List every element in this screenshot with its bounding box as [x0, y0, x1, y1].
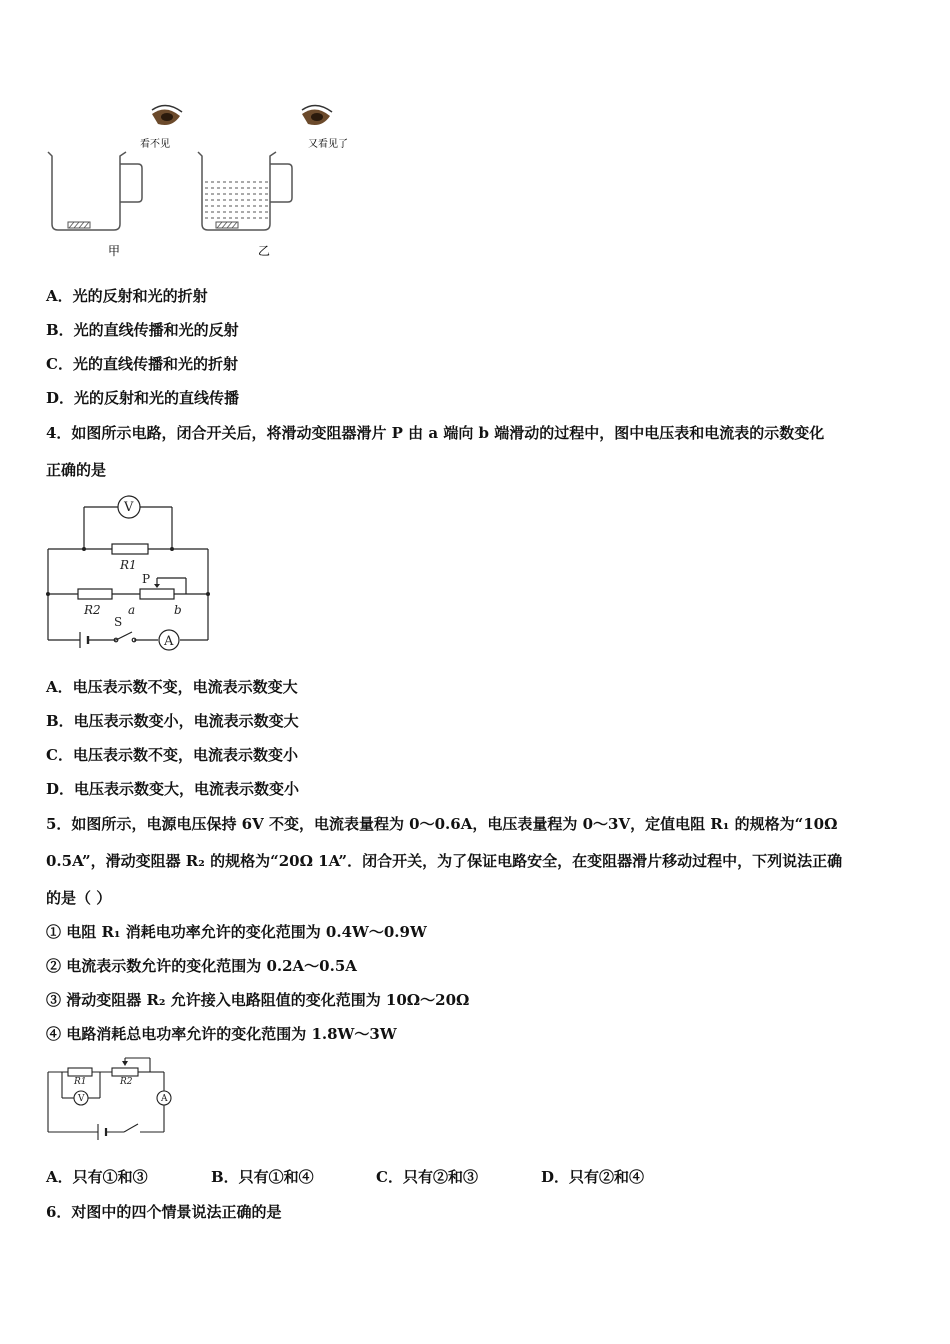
- q5-option-a: A．只有①和③: [46, 1168, 148, 1186]
- r2-label: R2: [84, 603, 101, 617]
- q5-r1-label: R1: [74, 1077, 87, 1087]
- ammeter-label: A: [164, 634, 174, 649]
- q4-circuit: [44, 490, 219, 655]
- q5-option-d: D．只有②和④: [541, 1168, 645, 1186]
- q3-option-a: A．光的反射和光的折射: [46, 287, 208, 305]
- q5-statement-3: ③ 滑动变阻器 R₂ 允许接入电路阻值的变化范围为 10Ω～20Ω: [46, 991, 470, 1009]
- right-beaker-caption: 又看见了: [308, 139, 348, 150]
- q5-option-c: C．只有②和③: [376, 1168, 478, 1186]
- q3-option-c: C．光的直线传播和光的折射: [46, 355, 238, 373]
- q4-option-b: B．电压表示数变小，电流表示数变大: [46, 712, 299, 730]
- end-b-label: b: [174, 603, 182, 617]
- q5-stem-line1: 5．如图所示，电源电压保持 6V 不变，电流表量程为 0～0.6A，电压表量程为 0～3V，定值电阻 R₁ 的规格为“10Ω: [46, 815, 838, 833]
- q5-statement-1: ① 电阻 R₁ 消耗电功率允许的变化范围为 0.4W～0.9W: [46, 923, 427, 941]
- q5-r2-label: R2: [120, 1077, 133, 1087]
- left-beaker: [48, 152, 142, 230]
- voltmeter-label: V: [124, 500, 134, 515]
- q4-option-d: D．电压表示数变大，电流表示数变小: [46, 780, 300, 798]
- eye-icon: [302, 105, 332, 125]
- left-beaker-label: 甲: [108, 244, 121, 258]
- left-beaker-caption: 看不见: [140, 139, 170, 150]
- q5-circuit: [44, 1056, 179, 1141]
- q4-circuit-svg: [44, 490, 219, 655]
- q5-ammeter-label: A: [161, 1094, 168, 1104]
- q4-stem-line1: 4．如图所示电路，闭合开关后，将滑动变阻器滑片 P 由 a 端向 b 端滑动的过程中，图中电压表和电流表的示数变化: [46, 424, 825, 442]
- eye-icon: [152, 105, 182, 125]
- q3-option-d: D．光的反射和光的直线传播: [46, 389, 240, 407]
- q4-stem-line2: 正确的是: [46, 461, 107, 479]
- q5-options: [46, 1167, 644, 1187]
- q3-option-b: B．光的直线传播和光的反射: [46, 321, 239, 339]
- switch-label: S: [114, 615, 123, 629]
- right-beaker-label: 乙: [258, 244, 271, 258]
- q5-stem-line2: 0.5A”，滑动变阻器 R₂ 的规格为“20Ω 1A”．闭合开关，为了保证电路安全，在变阻器滑片移动过程中，下列说法正确: [46, 852, 843, 870]
- q5-voltmeter-label: V: [78, 1094, 85, 1104]
- q5-option-b: B．只有①和④: [211, 1168, 314, 1186]
- q5-circuit-svg: [44, 1056, 179, 1141]
- q4-option-c: C．电压表示数不变，电流表示数变小: [46, 746, 298, 764]
- q6-stem: 6．对图中的四个情景说法正确的是: [46, 1203, 282, 1221]
- q4-option-a: A．电压表示数不变，电流表示数变大: [46, 678, 298, 696]
- slider-label: P: [142, 572, 151, 586]
- beaker-figure-svg: [40, 100, 370, 265]
- right-beaker: [198, 152, 292, 230]
- q5-statement-2: ② 电流表示数允许的变化范围为 0.2A～0.5A: [46, 957, 357, 975]
- q5-stem-line3: 的是（ ）: [46, 889, 112, 907]
- q5-statement-4: ④ 电路消耗总电功率允许的变化范围为 1.8W～3W: [46, 1025, 397, 1043]
- beaker-figure: [40, 100, 370, 265]
- r1-label: R1: [120, 558, 137, 572]
- end-a-label: a: [128, 603, 136, 617]
